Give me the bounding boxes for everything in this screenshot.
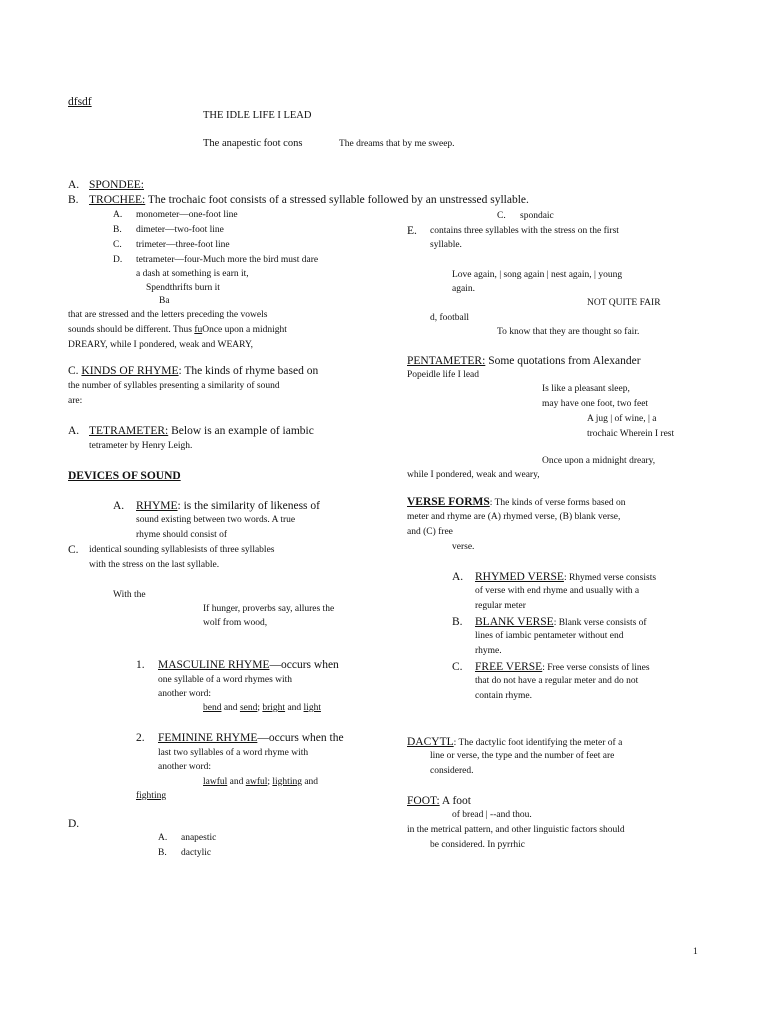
e-line-2: syllable. xyxy=(430,240,462,250)
blank-verse-line-2: lines of iambic pentameter without end xyxy=(475,631,624,641)
feminine-examples xyxy=(203,776,318,788)
page-number: 1 xyxy=(693,947,698,957)
rhyme-marker: A. xyxy=(113,500,125,512)
pope-line xyxy=(407,369,479,381)
doc-id: dfsdf xyxy=(68,96,92,108)
stressed-line-2 xyxy=(68,324,287,336)
example-word: send xyxy=(239,703,258,713)
verse-forms-heading: VERSE FORMS xyxy=(407,496,490,508)
rhyme-heading: RHYME xyxy=(136,500,178,512)
devices-heading: DEVICES OF SOUND xyxy=(68,470,181,482)
dactyl-line xyxy=(407,735,622,749)
kinds-line-2: the number of syllables presenting a similarity of sound xyxy=(68,381,280,391)
once-line: Once upon a midnight dreary, xyxy=(542,456,656,466)
masculine-text: —occurs when xyxy=(269,659,339,671)
example-word: lighting xyxy=(272,777,302,787)
tetrameter-heading: TETRAMETER: xyxy=(89,425,169,437)
meter-marker: A. xyxy=(113,210,123,220)
blank-verse-heading: BLANK VERSE xyxy=(475,616,554,628)
not-quite-fair: NOT QUITE FAIR xyxy=(587,298,661,308)
meter-item: monometer—one-foot line xyxy=(136,210,238,220)
form-marker: A. xyxy=(452,571,464,583)
trochaic-text: trochaic xyxy=(587,429,620,439)
dactyl-line-2: line or verse, the type and the number of feet are xyxy=(430,751,615,761)
free-verse-heading: FREE VERSE xyxy=(475,661,543,673)
e-line: contains three syllables with the stress on the first xyxy=(430,226,619,236)
masculine-examples xyxy=(203,702,321,714)
foot-item: dactylic xyxy=(181,848,212,858)
tetrameter-marker: A. xyxy=(68,425,80,437)
trochee-marker: B. xyxy=(68,194,79,206)
example-word: bend xyxy=(203,703,222,713)
free-verse-line-2: that do not have a regular meter and do not xyxy=(475,676,639,686)
hunger-line-2: wolf from wood, xyxy=(203,618,268,628)
dactyl-text: : The dactylic foot identifying the meter of a xyxy=(453,738,623,748)
bird-line: Much more the bird must dare xyxy=(202,255,319,265)
kinds-rhyme-heading: KINDS OF RHYME xyxy=(81,365,179,377)
header-line-a: The anapestic foot cons xyxy=(203,138,303,149)
feminine-marker: 2. xyxy=(136,732,145,744)
jug-line: A jug | of wine, | a xyxy=(587,414,657,424)
poem-title: THE IDLE LIFE I LEAD xyxy=(203,110,312,121)
trochee-text: The trochaic foot consists of a stressed syllable followed by an unstressed syllable. xyxy=(145,194,529,206)
free-verse-text: : Free verse consists of lines xyxy=(542,663,650,673)
blank-verse-line xyxy=(475,615,647,629)
bread-line: of bread | --and thou. xyxy=(452,810,532,820)
foot-item: anapestic xyxy=(181,833,217,843)
foot-heading: FOOT: xyxy=(407,795,440,807)
verse-line-2: meter and rhyme are (A) rhymed verse, (B) blank verse, xyxy=(407,512,621,522)
stressed-line-1: that are stressed and the letters preceding the vowels xyxy=(68,310,268,320)
example-word: bright xyxy=(262,703,286,713)
foot-marker: A. xyxy=(158,833,168,843)
pentameter-line xyxy=(407,354,641,368)
meter-item xyxy=(136,254,318,266)
pope-name: Pope xyxy=(407,370,426,380)
d-marker: D. xyxy=(68,818,80,830)
feminine-line xyxy=(158,731,344,745)
rhyme-line-2: sound existing between two words. A true xyxy=(136,515,296,525)
metrical-line: in the metrical pattern, and other linguistic factors should xyxy=(407,825,625,835)
know-line: To know that they are thought so fair. xyxy=(497,327,640,337)
meter-marker: C. xyxy=(113,240,122,250)
meter-item: trimeter—three-foot line xyxy=(136,240,230,250)
rhymed-verse-heading: RHYMED VERSE xyxy=(475,571,564,583)
tetrameter-desc: Below is an example of iambic xyxy=(168,425,314,437)
foot-def-line xyxy=(407,794,471,808)
example-sep: ; xyxy=(257,703,263,713)
verse-line-4: verse. xyxy=(452,542,475,552)
sleep-line: Is like a pleasant sleep, xyxy=(542,384,630,394)
form-marker: B. xyxy=(452,616,463,628)
love-line-1: Love again, | song again | nest again, | young xyxy=(452,270,623,280)
verse-line-3: and (C) free xyxy=(407,527,453,537)
kinds-rhyme-line xyxy=(68,364,318,378)
masculine-marker: 1. xyxy=(136,659,145,671)
kinds-rhyme-text: : The kinds of rhyme based on xyxy=(178,365,319,377)
rhymed-verse-line-2: of verse with end rhyme and usually with a xyxy=(475,586,640,596)
stressed-fu: fu xyxy=(194,325,203,335)
tetrameter-line-2: tetrameter by Henry Leigh. xyxy=(89,441,193,451)
verse-forms-text: : The kinds of verse forms based on xyxy=(489,498,626,508)
meter-item: dimeter—two-foot line xyxy=(136,225,224,235)
example-sep: and xyxy=(285,703,304,713)
example-word: awful xyxy=(245,777,268,787)
kinds-line-3: are: xyxy=(68,396,83,406)
spondee-marker: A. xyxy=(68,179,80,191)
example-sep: and xyxy=(301,777,319,787)
dactyl-line-3: considered. xyxy=(430,766,474,776)
identical-line-2: with the stress on the last syllable. xyxy=(89,560,220,570)
tetrameter-text: tetrameter—four- xyxy=(136,255,203,265)
blank-verse-text: : Blank verse consists of xyxy=(553,618,647,628)
feminine-example-2: fighting xyxy=(136,791,167,801)
free-verse-line xyxy=(475,660,650,674)
e-marker: E. xyxy=(407,225,417,237)
rhymed-verse-text: : Rhymed verse consists xyxy=(563,573,657,583)
identical-marker: C. xyxy=(68,544,79,556)
kinds-marker: C. xyxy=(68,365,79,377)
feminine-line-3: another word: xyxy=(158,762,212,772)
rhymed-verse-line xyxy=(475,570,656,584)
meter-marker: D. xyxy=(113,255,123,265)
masculine-line xyxy=(158,658,339,672)
metrical-line-2: be considered. In pyrrhic xyxy=(430,840,525,850)
masculine-line-3: another word: xyxy=(158,689,212,699)
spondee-heading: SPONDEE: xyxy=(89,179,144,191)
spend-line: Spendthrifts burn it xyxy=(146,283,220,293)
feminine-text: —occurs when the xyxy=(257,732,344,744)
with-the: With the xyxy=(113,590,146,600)
pope-quote: idle life I lead xyxy=(426,370,480,380)
trochee-heading: TROCHEE: xyxy=(89,194,146,206)
spondaic-text: spondaic xyxy=(520,211,554,221)
trochaic-line xyxy=(587,428,674,440)
free-verse-line-3: contain rhyme. xyxy=(475,691,532,701)
dactyl-heading: DACYTL xyxy=(407,736,454,748)
stressed-once: Once upon a midnight xyxy=(202,325,287,335)
meter-marker: B. xyxy=(113,225,122,235)
while-line: while I pondered, weak and weary, xyxy=(407,470,540,480)
example-word: lawful xyxy=(203,777,228,787)
football-line: d, football xyxy=(430,313,470,323)
foot-marker: B. xyxy=(158,848,167,858)
foot-text: A foot xyxy=(439,795,471,807)
feminine-line-2: last two syllables of a word rhyme with xyxy=(158,748,309,758)
dash-line: a dash at something is earn it, xyxy=(136,269,249,279)
love-line-2: again. xyxy=(452,284,475,294)
verse-forms-line xyxy=(407,495,625,509)
header-line-b: The dreams that by me sweep. xyxy=(339,139,455,149)
identical-line: identical sounding syllablesists of three syllables xyxy=(89,545,275,555)
masculine-heading: MASCULINE RHYME xyxy=(158,659,270,671)
hunger-line-1: If hunger, proverbs say, allures the xyxy=(203,604,335,614)
feet-line: may have one foot, two feet xyxy=(542,399,649,409)
masculine-line-2: one syllable of a word rhymes with xyxy=(158,675,293,685)
ba-line: Ba xyxy=(159,296,170,306)
stressed-text: sounds should be different. Thus xyxy=(68,325,195,335)
rhymed-verse-line-3: regular meter xyxy=(475,601,526,611)
example-sep: and xyxy=(227,777,246,787)
spondaic-marker: C. xyxy=(497,211,506,221)
rhyme-line-3: rhyme should consist of xyxy=(136,530,228,540)
tetrameter-line xyxy=(89,424,314,438)
pentameter-text: Some quotations from Alexander xyxy=(485,355,641,367)
wherein-text: Wherein I rest xyxy=(619,429,675,439)
blank-verse-line-3: rhyme. xyxy=(475,646,502,656)
rhyme-line xyxy=(136,499,320,513)
rhyme-text: : is the similarity of likeness of xyxy=(177,500,320,512)
stressed-line-3: DREARY, while I pondered, weak and WEARY, xyxy=(68,340,253,350)
trochee-line xyxy=(89,193,529,207)
example-sep: and xyxy=(221,703,240,713)
form-marker: C. xyxy=(452,661,463,673)
example-sep: ; xyxy=(267,777,273,787)
pentameter-heading: PENTAMETER: xyxy=(407,355,486,367)
example-word: light xyxy=(303,703,321,713)
feminine-heading: FEMININE RHYME xyxy=(158,732,258,744)
